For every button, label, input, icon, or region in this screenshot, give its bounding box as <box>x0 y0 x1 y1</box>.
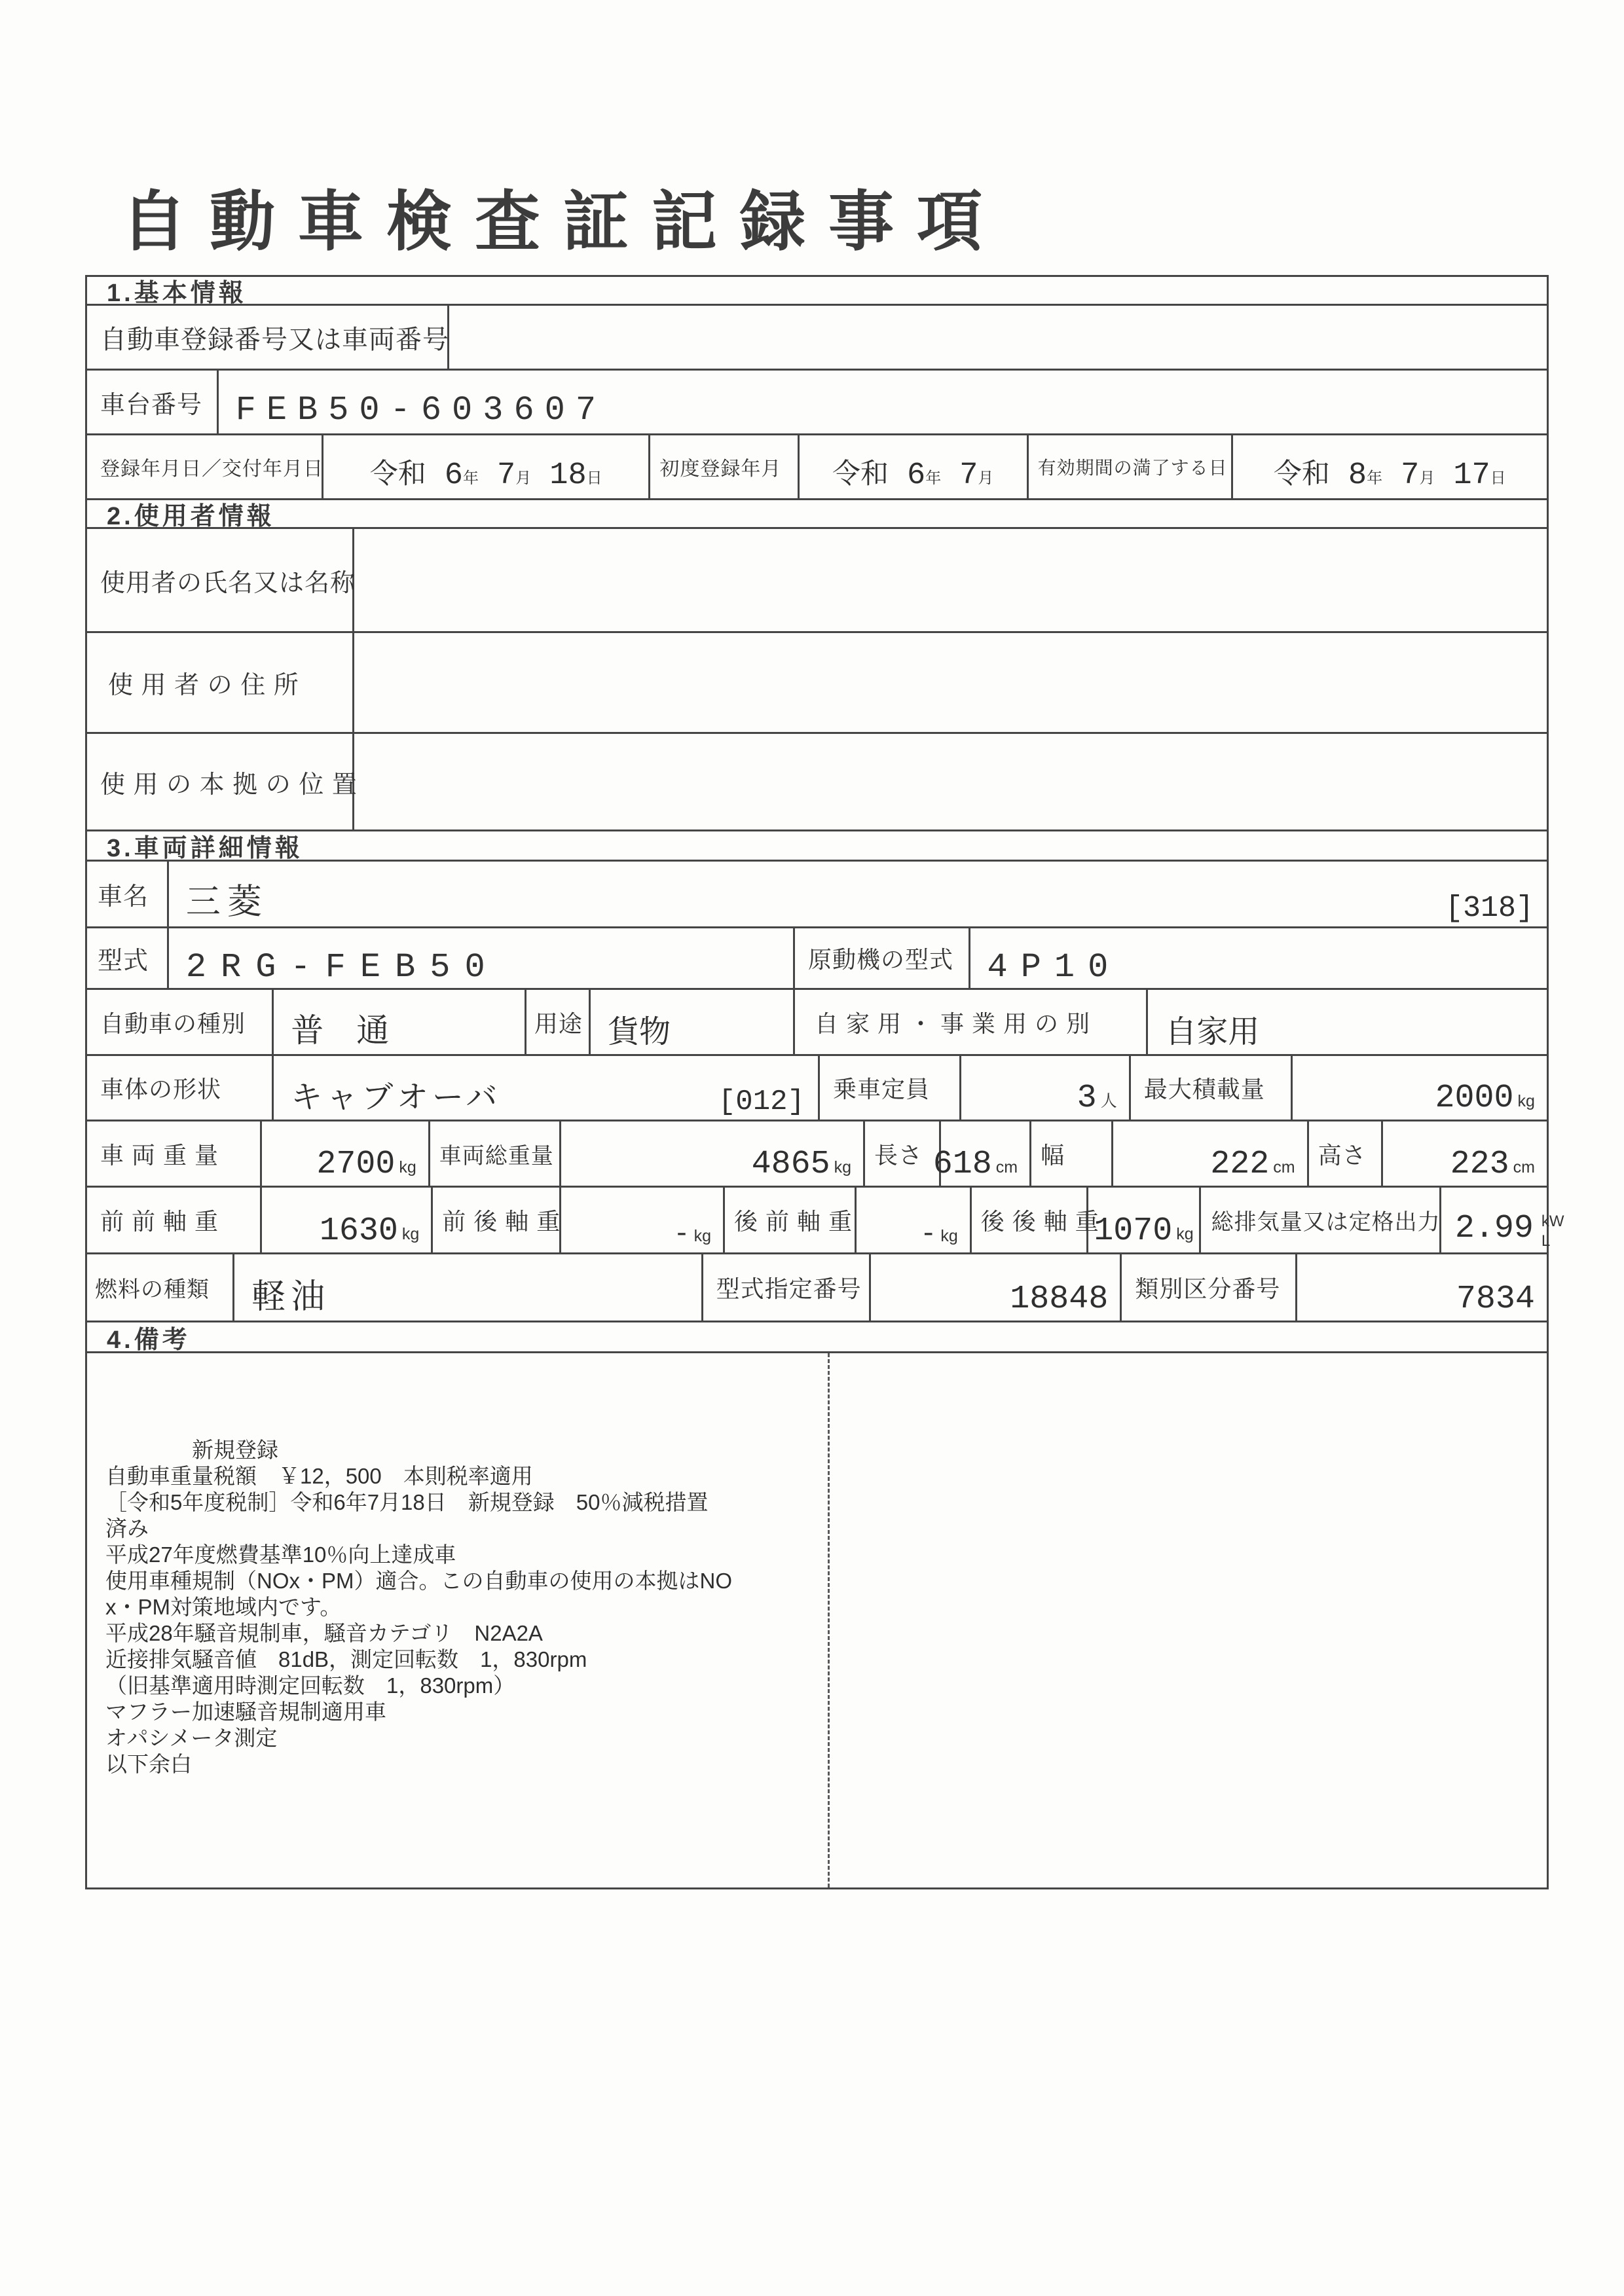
first-registration-value <box>800 435 1029 498</box>
width-label: 幅 <box>1031 1121 1113 1186</box>
axle-front-rear-number: - <box>673 1218 690 1250</box>
kg-unit: kg <box>693 1227 712 1245</box>
axle-front-front-number: 1630 <box>319 1212 398 1250</box>
vehicle-weight-value <box>262 1121 430 1186</box>
day-unit: 日 <box>586 469 602 487</box>
axle-rear-rear-value <box>1088 1188 1201 1252</box>
class-number-value <box>1297 1254 1547 1321</box>
base-location-label: 使 用 の 本 拠 の 位 置 <box>87 734 354 829</box>
registration-date-value <box>323 435 650 498</box>
remarks-line: 使用車種規制（NOx・PM）適合。この自動車の使用の本拠はNO <box>105 1569 732 1593</box>
remarks-line: x・PM対策地域内です。 <box>105 1595 342 1619</box>
remarks-line: 平成27年度燃費基準10％向上達成車 <box>105 1542 456 1567</box>
kg-unit: kg <box>401 1225 420 1243</box>
body-shape-label: 車体の形状 <box>87 1056 274 1120</box>
remarks-line: マフラー加速騒音規制適用車 <box>105 1700 386 1724</box>
engine-model-value <box>970 928 1547 988</box>
model-label: 型式 <box>87 928 169 988</box>
kg-unit: kg <box>940 1227 958 1245</box>
remarks-line: 済み <box>105 1516 149 1540</box>
use-type-value <box>591 990 795 1054</box>
registration-number-label: 自動車登録番号又は車両番号 <box>87 306 449 369</box>
length-label: 長さ <box>865 1121 941 1186</box>
remarks-row <box>87 1353 1547 1887</box>
class-number-label: 類別区分番号 <box>1122 1254 1297 1321</box>
expiry-date-label: 有効期間の満了する日 <box>1029 435 1233 498</box>
day-unit: 日 <box>1490 469 1506 487</box>
first-reg-year: 6 <box>906 458 926 493</box>
vehicle-kind-value <box>274 990 526 1054</box>
year-unit: 年 <box>463 469 479 487</box>
chassis-number-value <box>219 371 1547 433</box>
fuel-row <box>87 1254 1547 1322</box>
car-name-row <box>87 862 1547 928</box>
fuel-type-value <box>234 1254 703 1321</box>
car-name-code: [318] <box>1445 892 1534 925</box>
remarks-line: 新規登録 <box>105 1438 278 1462</box>
month-unit: 月 <box>1419 469 1435 487</box>
reg-year: 6 <box>444 458 464 493</box>
year-unit: 年 <box>925 469 942 487</box>
width-value <box>1113 1121 1309 1186</box>
displacement-number: 2.99 <box>1454 1210 1534 1247</box>
era-label: 令和 <box>1273 458 1330 490</box>
displacement-label: 総排気量又は定格出力 <box>1201 1188 1442 1252</box>
body-shape-row <box>87 1056 1547 1121</box>
section-2-header-row <box>87 500 1547 529</box>
registration-number-row <box>87 306 1547 371</box>
registration-date-label: 登録年月日／交付年月日 <box>87 435 323 498</box>
axle-weight-row <box>87 1188 1564 1254</box>
type-designation-number: 18848 <box>1010 1281 1109 1318</box>
section-3-header: 3.車両詳細情報 <box>107 835 303 862</box>
axle-rear-front-label: 後 前 軸 重 <box>725 1188 857 1252</box>
section-1-header-row <box>87 277 1547 306</box>
era-label: 令和 <box>369 458 426 490</box>
max-load-number: 2000 <box>1435 1080 1514 1117</box>
private-business-value <box>1148 990 1547 1054</box>
reg-month: 7 <box>497 458 516 493</box>
vehicle-weight-number: 2700 <box>316 1146 396 1183</box>
era-label: 令和 <box>832 458 889 490</box>
section-3-header-row <box>87 831 1547 862</box>
fuel-type-text: 軽油 <box>251 1278 331 1316</box>
month-unit: 月 <box>515 469 532 487</box>
length-value <box>932 1121 1031 1186</box>
kg-unit: kg <box>399 1158 416 1176</box>
cm-unit: cm <box>1273 1158 1295 1176</box>
remarks-box <box>87 1353 1547 1887</box>
model-text: 2RG-FEB50 <box>185 948 500 987</box>
axle-front-front-value <box>262 1188 433 1252</box>
document-title: 自動車検査証記録事項 <box>121 186 1005 259</box>
vehicle-weight-label: 車 両 重 量 <box>87 1121 262 1186</box>
fuel-type-label: 燃料の種類 <box>87 1254 234 1321</box>
engine-model-text: 4P10 <box>987 948 1122 987</box>
user-address-row <box>87 633 1547 734</box>
first-registration-text <box>800 452 1027 493</box>
vehicle-kind-label: 自動車の種別 <box>87 990 274 1054</box>
kg-unit: kg <box>1517 1092 1535 1110</box>
model-row <box>87 928 1547 990</box>
gross-weight-label: 車両総重量 <box>430 1121 562 1186</box>
engine-model-label: 原動機の型式 <box>795 928 970 988</box>
base-location-value <box>354 734 1547 829</box>
axle-rear-front-number: - <box>920 1218 937 1250</box>
remarks-line: 平成28年騒音規制車，騒音カテゴリ N2A2A <box>105 1621 543 1645</box>
reg-day: 18 <box>549 458 587 493</box>
vehicle-kind-text: 普 通 <box>291 1012 390 1049</box>
seating-capacity-value <box>961 1056 1131 1120</box>
axle-rear-rear-label: 後 後 軸 重 <box>972 1188 1088 1252</box>
dates-row <box>87 435 1547 500</box>
remarks-divider-line <box>828 1353 830 1887</box>
user-name-row <box>87 529 1547 633</box>
body-shape-text: キャブオーバ <box>291 1080 502 1115</box>
use-type-text: 貨物 <box>607 1015 671 1049</box>
chassis-number-text: FEB50-603607 <box>235 391 607 429</box>
car-name-value <box>169 862 1547 926</box>
remarks-line: 近接排気騒音値 81dB，測定回転数 1，830rpm <box>105 1647 587 1671</box>
max-load-label: 最大積載量 <box>1131 1056 1293 1120</box>
displacement-units <box>1541 1212 1564 1251</box>
section-4-header-row <box>87 1322 1547 1353</box>
class-number-text: 7834 <box>1456 1281 1535 1318</box>
kw-unit: kW <box>1541 1212 1564 1230</box>
remarks-line: （旧基準適用時測定回転数 1，830rpm） <box>105 1673 515 1698</box>
registration-date-text <box>323 452 648 493</box>
expiry-month: 7 <box>1401 458 1420 493</box>
height-number: 223 <box>1450 1146 1509 1183</box>
private-business-text: 自家用 <box>1165 1015 1260 1049</box>
expiry-date-text <box>1233 452 1547 493</box>
gross-weight-number: 4865 <box>751 1146 830 1183</box>
section-2-header: 2.使用者情報 <box>107 503 275 530</box>
section-1-header: 1.基本情報 <box>107 280 247 307</box>
weight-row <box>87 1121 1547 1188</box>
expiry-date-value <box>1233 435 1547 498</box>
cm-unit: cm <box>1513 1158 1535 1176</box>
seating-capacity-number: 3 <box>1077 1080 1097 1117</box>
use-type-label: 用途 <box>526 990 591 1054</box>
liter-unit: L <box>1541 1232 1551 1250</box>
certificate-table <box>85 275 1564 1889</box>
expiry-day: 17 <box>1453 458 1490 493</box>
first-registration-label: 初度登録年月 <box>650 435 799 498</box>
car-name-label: 車名 <box>87 862 169 926</box>
displacement-value <box>1441 1188 1576 1252</box>
private-business-label: 自 家 用 ・ 事 業 用 の 別 <box>795 990 1148 1054</box>
user-name-value <box>354 529 1547 631</box>
user-address-label: 使 用 者 の 住 所 <box>87 633 354 732</box>
registration-number-value <box>449 306 1547 369</box>
remarks-text <box>105 1437 826 1777</box>
base-location-row <box>87 734 1547 831</box>
body-shape-value <box>274 1056 820 1120</box>
axle-front-front-label: 前 前 軸 重 <box>87 1188 262 1252</box>
year-unit: 年 <box>1367 469 1383 487</box>
remarks-line: ［令和5年度税制］令和6年7月18日 新規登録 50％減税措置 <box>105 1490 709 1514</box>
seating-capacity-label: 乗車定員 <box>820 1056 961 1120</box>
height-label: 高さ <box>1309 1121 1384 1186</box>
expiry-year: 8 <box>1348 458 1367 493</box>
chassis-number-row <box>87 371 1547 435</box>
axle-front-rear-label: 前 後 軸 重 <box>433 1188 561 1252</box>
axle-front-rear-value <box>561 1188 725 1252</box>
vehicle-kind-row <box>87 990 1547 1056</box>
width-number: 222 <box>1210 1146 1270 1183</box>
month-unit: 月 <box>978 469 994 487</box>
user-name-label: 使用者の氏名又は名称 <box>87 529 354 631</box>
user-address-value <box>354 633 1547 732</box>
remarks-line: 以下余白 <box>105 1752 192 1776</box>
cm-unit: cm <box>995 1158 1018 1176</box>
length-number: 618 <box>932 1146 992 1183</box>
type-designation-value <box>871 1254 1122 1321</box>
gross-weight-value <box>561 1121 865 1186</box>
axle-rear-front-value <box>857 1188 972 1252</box>
body-shape-code: [012] <box>718 1085 805 1118</box>
kg-unit: kg <box>1176 1225 1194 1243</box>
height-value <box>1383 1121 1547 1186</box>
type-designation-label: 型式指定番号 <box>703 1254 871 1321</box>
axle-rear-rear-number: 1070 <box>1094 1212 1173 1250</box>
section-4-header: 4.備考 <box>107 1326 191 1354</box>
person-unit: 人 <box>1100 1092 1117 1110</box>
remarks-line: 自動車重量税額 ￥12，500 本則税率適用 <box>105 1464 533 1488</box>
kg-unit: kg <box>834 1158 852 1176</box>
max-load-value <box>1293 1056 1547 1120</box>
model-value <box>169 928 795 988</box>
remarks-line: オパシメータ測定 <box>105 1726 278 1750</box>
chassis-number-label: 車台番号 <box>87 371 219 433</box>
first-reg-month: 7 <box>959 458 978 493</box>
car-name-text: 三菱 <box>185 883 268 921</box>
